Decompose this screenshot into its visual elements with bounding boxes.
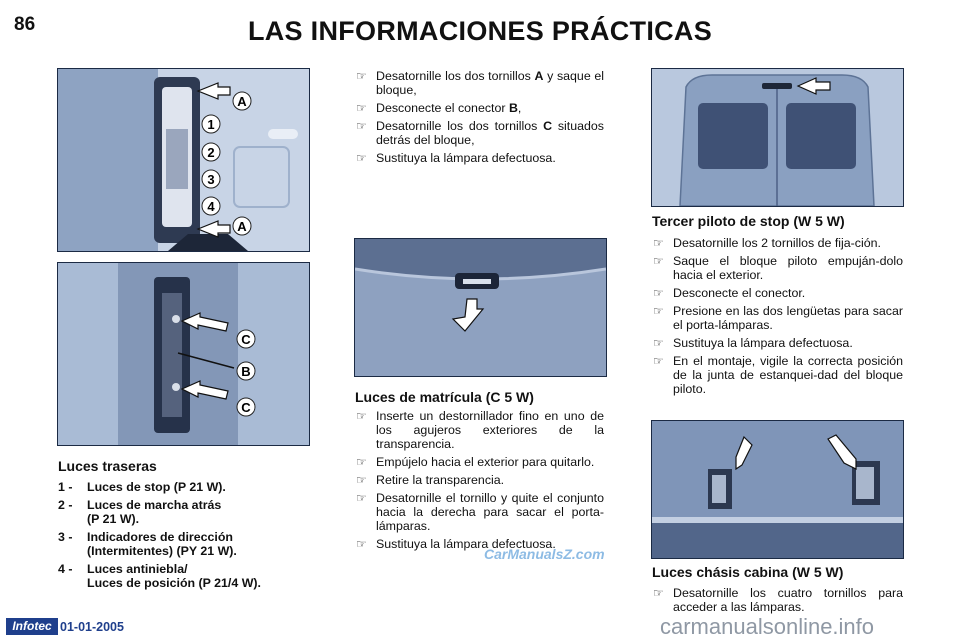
pointing-hand-icon: ☞ xyxy=(653,336,664,350)
luces-traseras-list xyxy=(58,480,318,594)
list-item: ☞ Desatornille los 2 tornillos de fija-ción. xyxy=(653,236,881,250)
luces-matricula-list xyxy=(356,409,604,555)
pointing-hand-icon: ☞ xyxy=(653,236,664,250)
photo-label: 4 xyxy=(207,199,215,214)
item-number: 1 - xyxy=(58,480,73,494)
photo-label: 2 xyxy=(207,145,215,160)
item-text: Indicadores de dirección (Intermitentes) (PY 21 W). xyxy=(87,530,237,558)
footer-date: 01-01-2005 xyxy=(60,620,124,634)
tercer-piloto-list xyxy=(653,236,903,400)
pointing-hand-icon: ☞ xyxy=(356,491,367,505)
photo-label: A xyxy=(237,94,247,109)
item-number: 3 - xyxy=(58,530,73,544)
pointing-hand-icon: ☞ xyxy=(356,69,367,83)
list-item xyxy=(58,530,318,558)
item-text: Luces de stop (P 21 W). xyxy=(87,480,226,494)
list-item: ☞ Desatornille el tornillo y quite el conjunto hacia la derecha para sacar el porta-lámparas. xyxy=(356,491,604,533)
list-item: ☞ Inserte un destornillador fino en uno de los agujeros exteriores de la transparencia. xyxy=(356,409,604,451)
photo-label: C xyxy=(241,332,251,347)
infotec-logo: Infotec xyxy=(6,618,58,635)
middle-top-list xyxy=(356,69,604,169)
list-item: ☞ Desconecte el conector. xyxy=(653,286,806,300)
photo-label: B xyxy=(241,364,251,379)
pointing-hand-icon: ☞ xyxy=(653,254,664,268)
photo-label: C xyxy=(241,400,251,415)
watermark-middle: CarManualsZ.com xyxy=(484,546,605,562)
list-item: ☞ Sustituya la lámpara defectuosa. xyxy=(356,151,556,165)
rear-lamp-photo xyxy=(57,68,310,252)
list-item xyxy=(58,562,318,590)
photo-label: A xyxy=(237,219,247,234)
list-item: ☞ Presione en las dos lengüetas para sacar el porta-lámparas. xyxy=(653,304,903,332)
pointing-hand-icon: ☞ xyxy=(356,119,367,133)
list-item xyxy=(58,498,318,526)
item-number: 2 - xyxy=(58,498,73,512)
pointing-hand-icon: ☞ xyxy=(356,151,367,165)
luces-matricula-title: Luces de matrícula (C 5 W) xyxy=(355,389,534,405)
list-item: ☞ Empújelo hacia el exterior para quitarlo. xyxy=(356,455,595,469)
item-number: 4 - xyxy=(58,562,73,576)
list-item: ☞ Retire la transparencia. xyxy=(356,473,505,487)
luces-traseras-title: Luces traseras xyxy=(58,458,157,474)
pointing-hand-icon: ☞ xyxy=(356,537,367,551)
rear-lamp-back-photo xyxy=(57,262,310,446)
page-title: LAS INFORMACIONES PRÁCTICAS xyxy=(247,16,713,46)
item-text: Luces de marcha atrás (P 21 W). xyxy=(87,498,222,526)
pointing-hand-icon: ☞ xyxy=(653,286,664,300)
pointing-hand-icon: ☞ xyxy=(356,473,367,487)
list-item xyxy=(58,480,318,494)
list-item: ☞ Sustituya la lámpara defectuosa. xyxy=(356,537,556,551)
pointing-hand-icon: ☞ xyxy=(653,304,664,318)
list-item: ☞ Desatornille los dos tornillos C situados detrás del bloque, xyxy=(356,119,605,147)
list-item: ☞ En el montaje, vigile la correcta posición de la junta de estanquei-dad del bloque piloto. xyxy=(653,354,903,396)
list-item: ☞ Desconecte el conector B, xyxy=(356,101,522,115)
pointing-hand-icon: ☞ xyxy=(356,455,367,469)
tercer-piloto-title: Tercer piloto de stop (W 5 W) xyxy=(652,213,845,229)
page-number: 86 xyxy=(14,14,36,35)
photo-label: 3 xyxy=(207,172,215,187)
list-item: ☞ Desatornille los dos tornillos A y saque el bloque, xyxy=(356,69,604,97)
van-rear-photo xyxy=(651,68,904,207)
list-item: ☞ Desatornille los cuatro tornillos para acceder a las lámparas. xyxy=(653,586,903,614)
list-item: ☞ Sustituya la lámpara defectuosa. xyxy=(653,336,853,350)
pointing-hand-icon: ☞ xyxy=(356,101,367,115)
plate-light-photo xyxy=(354,238,607,377)
chassis-cab-photo xyxy=(651,420,904,559)
pointing-hand-icon: ☞ xyxy=(653,354,664,368)
pointing-hand-icon: ☞ xyxy=(356,409,367,423)
watermark-corner: carmanualsonline.info xyxy=(660,614,875,639)
item-text: Luces antiniebla/ Luces de posición (P 21/4 W). xyxy=(87,562,261,590)
photo-label: 1 xyxy=(207,117,215,132)
pointing-hand-icon: ☞ xyxy=(653,586,664,600)
luces-chasis-title: Luces chásis cabina (W 5 W) xyxy=(652,564,844,580)
list-item: ☞ Saque el bloque piloto empuján-dolo hacia el exterior. xyxy=(653,254,903,282)
